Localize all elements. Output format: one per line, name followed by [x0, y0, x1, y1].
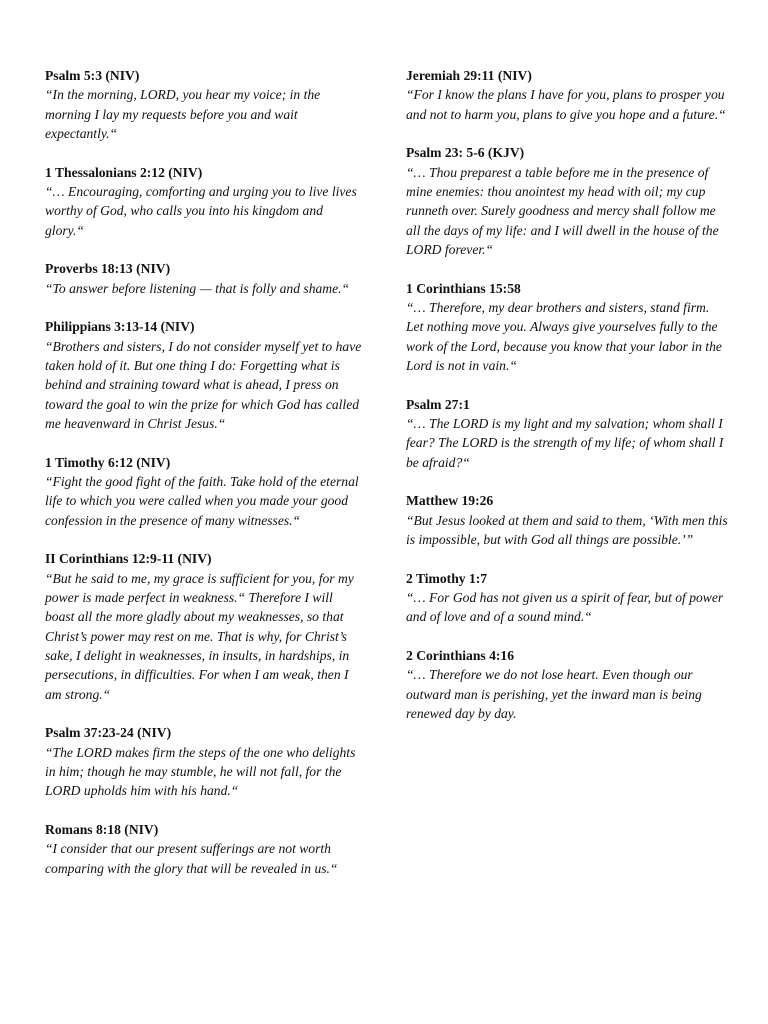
right-column: [406, 66, 728, 743]
verse-text: “… For God has not given us a spirit of fear, but of power and of love and of a sound mind.“: [406, 590, 724, 625]
verse-reference: 2 Timothy 1:7: [406, 570, 488, 586]
verse-reference: Psalm 5:3 (NIV): [45, 68, 140, 83]
verse-text: “Fight the good fight of the faith. Take hold of the eternal life to which you were called when you made your good confession in the presence of many witnesses.“: [45, 474, 359, 528]
verse-reference: 1 Timothy 6:12 (NIV): [45, 454, 171, 470]
verse-reference: 2 Corinthians 4:16: [406, 648, 515, 664]
verse-reference: Psalm 27:1: [406, 396, 470, 412]
verse-reference: II Corinthians 12:9-11 (NIV): [45, 551, 212, 567]
verse-block: [406, 279, 728, 375]
verse-reference: Philippians 3:13-14 (NIV): [45, 319, 195, 335]
verse-reference: Matthew 19:26: [406, 493, 494, 509]
verse-reference: 1 Corinthians 15:58: [406, 280, 521, 296]
verse-block: [45, 163, 363, 240]
verse-text: “… Encouraging, comforting and urging you to live lives worthy of God, who calls you into his kingdom and glory.“: [45, 183, 357, 238]
verse-text: “To answer before listening — that is folly and shame.“: [45, 280, 350, 296]
verse-reference: Psalm 37:23-24 (NIV): [45, 725, 172, 741]
verse-text: “… Therefore, my dear brothers and sisters, stand firm. Let nothing move you. Always give yourselves fully to the work of the Lord, because you know that your labor in the Lord is not in vain.“: [406, 299, 722, 373]
verse-block: [45, 453, 363, 530]
verse-text: “The LORD makes firm the steps of the one who delights in him; though he may stumble, he will not fall, for the LORD upholds him with his hand.“: [45, 744, 356, 799]
verse-block: [406, 646, 728, 723]
verse-block: [45, 820, 363, 878]
verse-text: “… Therefore we do not lose heart. Even though our outward man is perishing, yet the inward man is being renewed day by day.: [406, 667, 702, 722]
verse-reference: Psalm 23: 5-6 (KJV): [406, 145, 525, 161]
verse-text: “But Jesus looked at them and said to them, ‘With men this is impossible, but with God all things are possible.’”: [406, 512, 728, 547]
verse-block: [406, 66, 728, 124]
verse-block: [45, 549, 363, 703]
left-column: [45, 66, 363, 897]
verse-block: [406, 395, 728, 472]
verse-reference: Proverbs 18:13 (NIV): [45, 261, 171, 277]
verse-text: “For I know the plans I have for you, plans to prosper you and not to harm you, plans to give you hope and a future.“: [406, 87, 726, 122]
verse-block: [406, 491, 728, 549]
verse-reference: Jeremiah 29:11 (NIV): [406, 68, 532, 83]
verse-text: “But he said to me, my grace is sufficient for you, for my power is made perfect in weakness.“ Therefore I will boast all the more gladly about my weaknesses, so that Christ’s power may rest on me. That is why, for Christ’s sake, I delight in weaknesses, in insults, in hardships, in persecutions, in difficulties. For when I am weak, then I am strong.“: [45, 570, 354, 702]
verse-block: [45, 66, 363, 143]
verse-block: [45, 723, 363, 800]
verse-text: “Brothers and sisters, I do not consider myself yet to have taken hold of it. But one thing I do: Forgetting what is behind and straining toward what is ahead, I press on toward the goal to win the prize for which God has called me heavenward in Christ Jesus.“: [45, 338, 362, 431]
verse-block: [406, 143, 728, 259]
verse-text: “In the morning, LORD, you hear my voice; in the morning I lay my requests before you and wait expectantly.“: [45, 87, 321, 141]
verse-reference: Romans 8:18 (NIV): [45, 822, 159, 837]
verse-reference: 1 Thessalonians 2:12 (NIV): [45, 164, 203, 180]
verse-block: [45, 317, 363, 433]
verse-block: [406, 569, 728, 627]
verse-text: “… The LORD is my light and my salvation; whom shall I fear? The LORD is the strength of my life; of whom shall I be afraid?“: [406, 415, 724, 470]
verse-block: [45, 259, 363, 298]
verse-text: “I consider that our present sufferings are not worth comparing with the glory that will be revealed in us.“: [45, 841, 338, 876]
verse-text: “… Thou preparest a table before me in the presence of mine enemies: thou anointest my head with oil; my cup runneth over. Surely goodness and mercy shall follow me all the days of my life: and I will dwell in the house of the LORD forever.“: [406, 164, 719, 257]
